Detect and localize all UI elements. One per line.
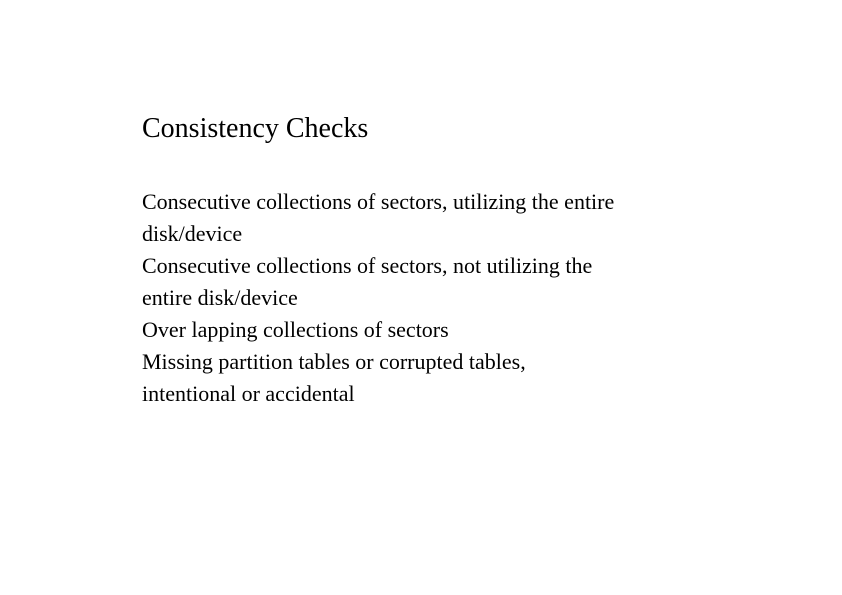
- body-line: intentional or accidental: [142, 381, 355, 406]
- body-line: Consecutive collections of sectors, utilizing the entire: [142, 189, 615, 214]
- body-line: Consecutive collections of sectors, not utilizing the: [142, 253, 593, 278]
- body-line: entire disk/device: [142, 285, 298, 310]
- body-line: Over lapping collections of sectors: [142, 317, 449, 342]
- body-line: Missing partition tables or corrupted tables,: [142, 349, 526, 374]
- body-line: disk/device: [142, 221, 243, 246]
- slide-title: Consistency Checks: [142, 113, 369, 144]
- slide-body: [142, 186, 722, 410]
